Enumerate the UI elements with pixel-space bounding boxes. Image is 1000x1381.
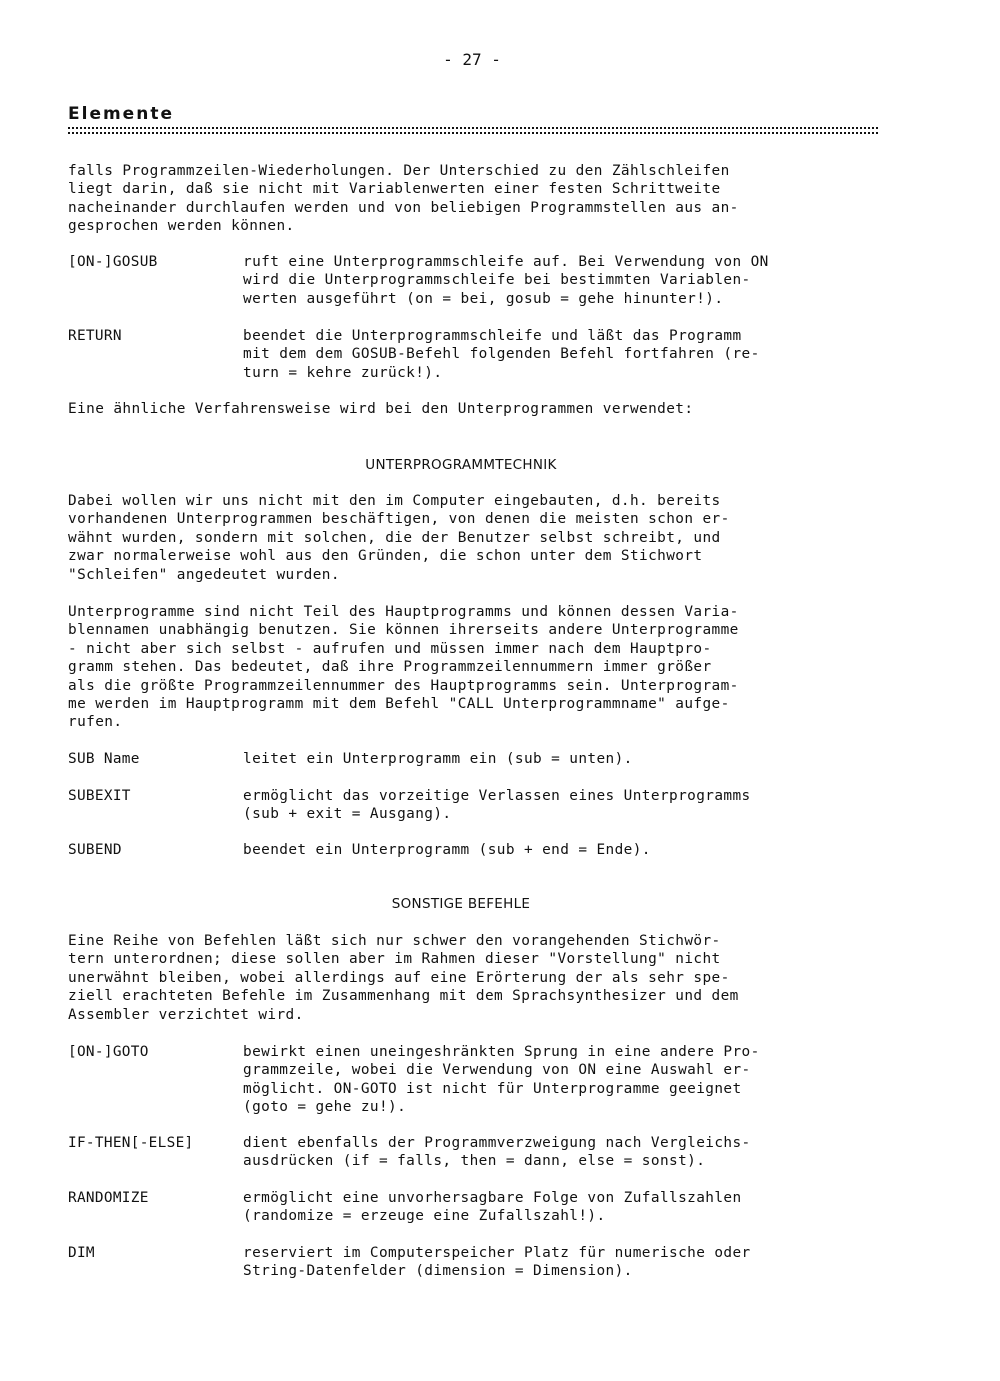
command-desc-on-goto: bewirkt einen uneingeshränkten Sprung in eine andere Pro- grammzeile, wobei die Verwendung von ON eine Auswahl er- möglicht. ON-GOTO ist nicht für Unterprogramme geeignet (goto = gehe zu!).: [243, 1044, 760, 1116]
page-number: - 27 -: [443, 50, 501, 69]
command-desc-dim: reserviert im Computerspeicher Platz für numerische oder String-Datenfelder (dimension = Dimension).: [243, 1245, 751, 1280]
transition-paragraph: Eine ähnliche Verfahrensweise wird bei den Unterprogrammen verwendet:: [68, 401, 694, 417]
subsection-title-sonstige-befehle: SONSTIGE BEFEHLE: [391, 896, 531, 912]
command-name-sub: SUB Name: [68, 751, 140, 767]
command-desc-subexit: ermöglicht das vorzeitige Verlassen eines Unterprogramms (sub + exit = Ausgang).: [243, 788, 751, 823]
intro-paragraph: falls Programmzeilen-Wiederholungen. Der Unterschied zu den Zählschleifen liegt darin, daß sie nicht mit Variablenwerten einer festen Schrittweite nacheinander durchlaufen werden und von beliebigen Programmstellen aus an- gesprochen werden können.: [68, 163, 739, 235]
command-name-randomize: RANDOMIZE: [68, 1190, 149, 1206]
command-name-return: RETURN: [68, 328, 122, 344]
command-name-on-gosub: [ON-]GOSUB: [68, 254, 158, 270]
command-desc-randomize: ermöglicht eine unvorhersagbare Folge von Zufallszahlen (randomize = erzeuge eine Zufallszahl!).: [243, 1190, 742, 1225]
command-desc-subend: beendet ein Unterprogramm (sub + end = Ende).: [243, 842, 651, 858]
command-name-if-then-else: IF-THEN[-ELSE]: [68, 1135, 194, 1151]
misc-commands-paragraph: Eine Reihe von Befehlen läßt sich nur schwer den vorangehenden Stichwör- tern unterordnen; diese sollen aber im Rahmen dieser "Vorstellung" nicht unerwähnt bleiben, wobei allerdings auf eine Erörterung der als sehr spe- ziell erachteten Befehle im Zusammenhang mit dem Sprachsynthesizer und dem Assembler verzichtet wird.: [68, 933, 739, 1023]
command-name-subexit: SUBEXIT: [68, 788, 131, 804]
subprogram-paragraph-1: Dabei wollen wir uns nicht mit den im Computer eingebauten, d.h. bereits vorhandenen Unterprogrammen beschäftigen, von denen die meisten schon er- wähnt wurden, sondern mit solchen, die der Benutzer selbst schreibt, und zwar normalerweise wohl aus den Gründen, die schon unter dem Stichwort "Schleifen" angedeutet wurden.: [68, 493, 730, 583]
command-desc-if-then-else: dient ebenfalls der Programmverzweigung nach Vergleichs- ausdrücken (if = falls, then = dann, else = sonst).: [243, 1135, 751, 1170]
section-heading: Elemente: [68, 104, 174, 124]
command-desc-on-gosub: ruft eine Unterprogrammschleife auf. Bei Verwendung von ON wird die Unterprogrammschleife bei bestimmten Variablen- werten ausgeführt (on = bei, gosub = gehe hinunter!).: [243, 254, 769, 307]
command-name-on-goto: [ON-]GOTO: [68, 1044, 149, 1060]
subsection-title-unterprogrammtechnik: UNTERPROGRAMMTECHNIK: [365, 457, 557, 473]
command-desc-sub: leitet ein Unterprogramm ein (sub = unten).: [243, 751, 633, 767]
double-rule-divider: [68, 125, 878, 137]
command-name-subend: SUBEND: [68, 842, 122, 858]
command-desc-return: beendet die Unterprogrammschleife und läßt das Programm mit dem dem GOSUB-Befehl folgenden Befehl fortfahren (re- turn = kehre zurück!).: [243, 328, 760, 381]
command-name-dim: DIM: [68, 1245, 95, 1261]
subprogram-paragraph-2: Unterprogramme sind nicht Teil des Hauptprogramms und können dessen Varia- blennamen unabhängig benutzen. Sie können ihrerseits andere Unterprogramme - nicht aber sich selbst - aufrufen und müssen immer nach dem Hauptpro- gramm stehen. Das bedeutet, daß ihre Programmzeilennummern immer größer als die größte Programmzeilennummer des Hauptprogramms sein. Unterprogram- me werden im Hauptprogramm mit dem Befehl "CALL Unterprogrammname" aufge- rufen.: [68, 604, 739, 731]
